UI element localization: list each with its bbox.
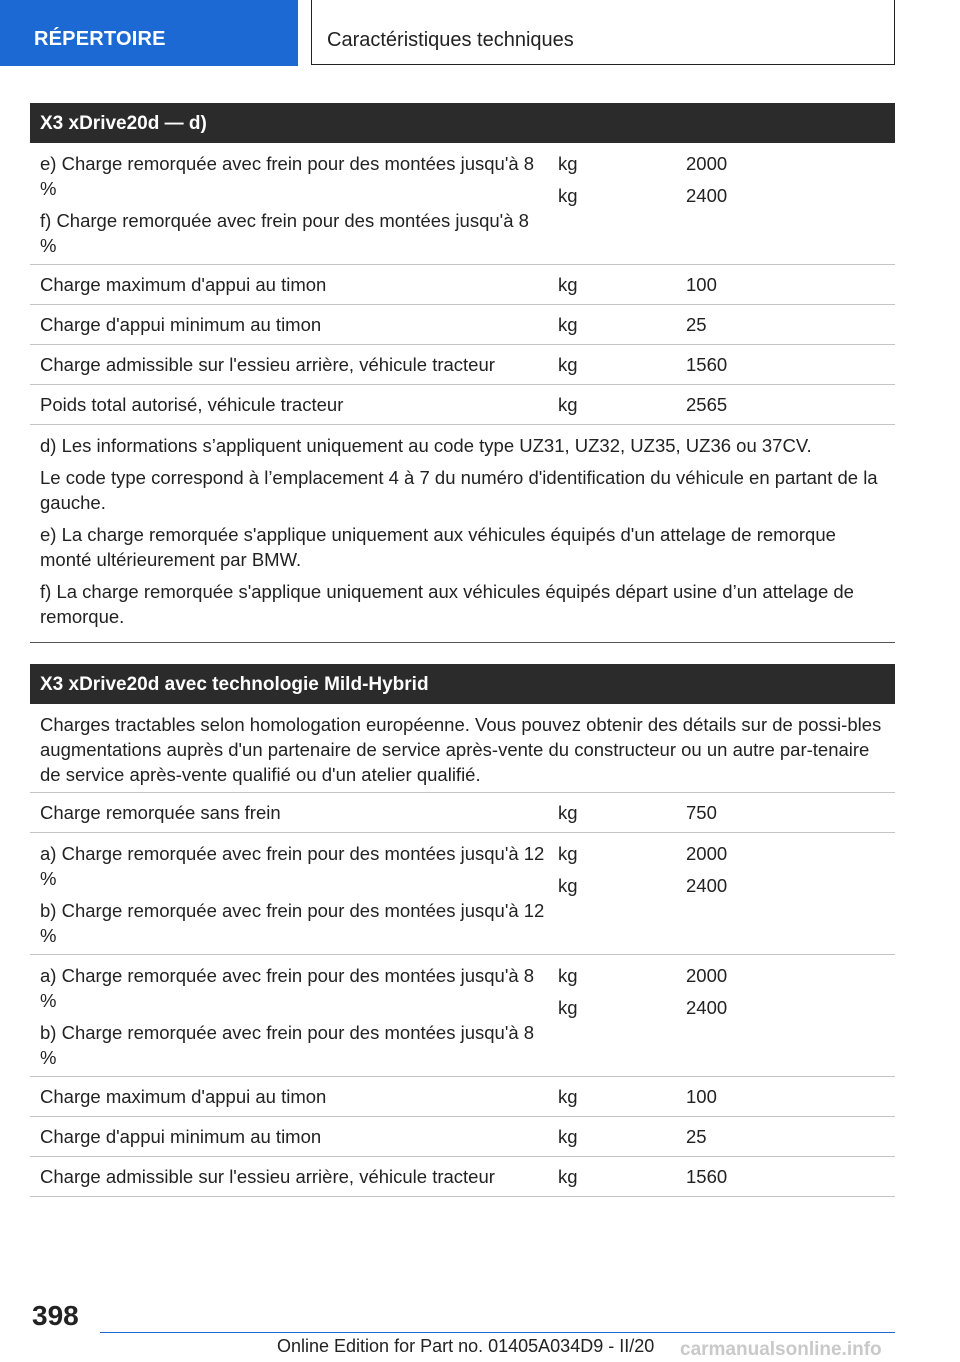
row-value: 2400 (686, 875, 728, 896)
spec-table-xdrive20d-mild-hybrid (30, 664, 895, 1197)
row-unit: kg (558, 314, 578, 335)
footer-divider (100, 1332, 895, 1333)
row-value: 750 (686, 802, 717, 823)
footnote: Le code type correspond à l’emplacement 4 à 7 du numéro d'identification du véhicule en partant de la gauche. (40, 467, 878, 513)
row-unit: kg (558, 965, 578, 986)
table-row (30, 265, 895, 305)
row-unit: kg (558, 153, 578, 174)
row-label: Charge maximum d'appui au timon (40, 1086, 327, 1107)
table-row (30, 833, 895, 955)
row-value: 2000 (686, 843, 728, 864)
row-label: Poids total autorisé, véhicule tracteur (40, 394, 344, 415)
row-label: Charge maximum d'appui au timon (40, 274, 327, 295)
row-value: 100 (686, 274, 717, 295)
row-value: 2565 (686, 394, 728, 415)
table-row (30, 385, 895, 425)
table-row (30, 305, 895, 345)
row-unit: kg (558, 394, 578, 415)
row-value: 100 (686, 1086, 717, 1107)
row-label: Charge d'appui minimum au timon (40, 1126, 322, 1147)
row-label: Charge admissible sur l'essieu arrière, véhicule tracteur (40, 1166, 495, 1187)
page-header (0, 0, 960, 66)
repertoire-tab[interactable]: RÉPERTOIRE (0, 0, 298, 66)
footnote: e) La charge remorquée s'applique uniquement aux véhicules équipés d'un attelage de remorque monté ultérieurement par BMW. (40, 524, 836, 570)
row-unit: kg (558, 875, 578, 896)
section-title: Caractéristiques techniques (311, 0, 895, 65)
row-unit: kg (558, 1126, 578, 1147)
row-unit: kg (558, 1166, 578, 1187)
table-title: X3 xDrive20d — d) (30, 103, 895, 143)
row-value: 1560 (686, 354, 728, 375)
row-unit: kg (558, 802, 578, 823)
row-unit: kg (558, 274, 578, 295)
row-label: Charge remorquée sans frein (40, 802, 281, 823)
watermark: carmanualsonline.info (680, 1339, 882, 1360)
row-unit: kg (558, 843, 578, 864)
row-label: e) Charge remorquée avec frein pour des montées jusqu'à 8 % (40, 153, 535, 199)
row-label: f) Charge remorquée avec frein pour des montées jusqu'à 8 % (40, 210, 529, 256)
table-row (30, 345, 895, 385)
table-row (30, 1157, 895, 1197)
row-value: 1560 (686, 1166, 728, 1187)
spec-table-xdrive20d (30, 103, 895, 643)
row-value: 25 (686, 314, 707, 335)
row-value: 2400 (686, 997, 728, 1018)
table-row (30, 793, 895, 833)
table-intro: Charges tractables selon homologation européenne. Vous pouvez obtenir des détails sur de possi-bles augmentations auprès d'un partenaire de service après-vente du constructeur ou un autre par-tenaire de service après-vente qualifié ou d'un atelier qualifié. (30, 704, 895, 793)
row-label: b) Charge remorquée avec frein pour des montées jusqu'à 8 % (40, 1022, 535, 1068)
row-unit: kg (558, 354, 578, 375)
row-label: a) Charge remorquée avec frein pour des montées jusqu'à 12 % (40, 843, 545, 889)
row-value: 2000 (686, 153, 728, 174)
table-title: X3 xDrive20d avec technologie Mild-Hybrid (30, 664, 895, 704)
table-row (30, 955, 895, 1077)
footnote: f) La charge remorquée s'applique uniquement aux véhicules équipés départ usine d’un attelage de remorque. (40, 581, 854, 627)
table-row (30, 1117, 895, 1157)
row-value: 25 (686, 1126, 707, 1147)
edition-text: Online Edition for Part no. 01405A034D9 - II/20 (277, 1336, 655, 1356)
page-number: 398 (32, 1300, 79, 1331)
row-label: a) Charge remorquée avec frein pour des montées jusqu'à 8 % (40, 965, 535, 1011)
row-label: Charge admissible sur l'essieu arrière, véhicule tracteur (40, 354, 495, 375)
row-unit: kg (558, 185, 578, 206)
row-value: 2400 (686, 185, 728, 206)
table-row (30, 1077, 895, 1117)
table-row (30, 143, 895, 265)
row-label: b) Charge remorquée avec frein pour des montées jusqu'à 12 % (40, 900, 545, 946)
row-unit: kg (558, 997, 578, 1018)
footnote: d) Les informations s’appliquent uniquement au code type UZ31, UZ32, UZ35, UZ36 ou 37CV. (40, 435, 812, 456)
row-unit: kg (558, 1086, 578, 1107)
row-value: 2000 (686, 965, 728, 986)
table-footnotes (30, 425, 895, 643)
row-label: Charge d'appui minimum au timon (40, 314, 322, 335)
